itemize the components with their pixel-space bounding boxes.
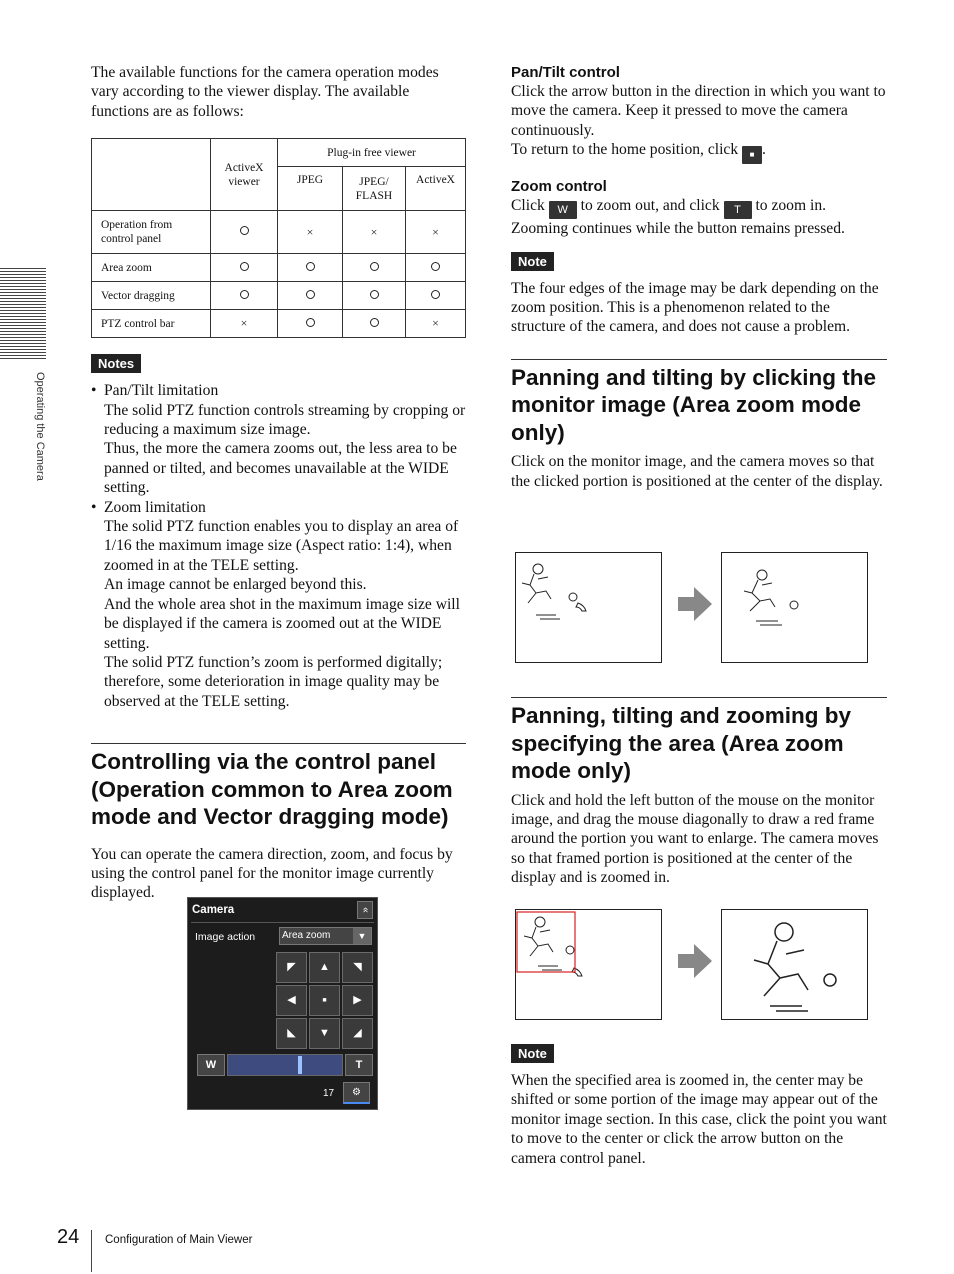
image-action-value: Area zoom — [282, 930, 331, 941]
table-cell — [278, 254, 343, 282]
sidebar-chapter-label: Operating the Camera — [34, 372, 46, 481]
note-title: • Zoom limitation — [104, 498, 206, 516]
header-jpeg-flash: JPEG/ FLASH — [343, 167, 406, 211]
table-cell — [343, 310, 406, 338]
note-line: An image cannot be enlarged beyond this. — [104, 576, 367, 594]
red-selection-frame — [517, 912, 575, 972]
monitor-with-red-frame — [515, 909, 662, 1020]
note-line: And the whole area shot in the maximum image size will be displayed if the camera is zoomed out at the WIDE setting. — [104, 595, 460, 652]
home-text: To return to the home position, click — [511, 141, 739, 159]
table-cell — [343, 211, 406, 254]
list-item — [91, 498, 466, 711]
pad-button-down-left[interactable]: ◣ — [276, 1018, 307, 1049]
zoom-text-mid: to zoom out, and click — [580, 197, 720, 215]
circle-mark-icon — [306, 290, 315, 299]
image-action-label: Image action — [195, 931, 256, 943]
pad-button-down-right[interactable]: ◢ — [342, 1018, 373, 1049]
home-instruction — [511, 140, 887, 164]
footer-title: Configuration of Main Viewer — [105, 1234, 253, 1246]
table-row — [92, 282, 466, 310]
soccer-player-centered-illustration — [722, 553, 867, 662]
table-cell — [343, 254, 406, 282]
pad-button-up-left[interactable]: ◤ — [276, 952, 307, 983]
note2-body: When the specified area is zoomed in, the center may be shifted or some portion of the image may appear out of the monitor image section. In this case, click the point you want to move to the center or click the arrow button on the camera control panel. — [511, 1072, 887, 1167]
table-cell — [278, 310, 343, 338]
cross-mark-icon: × — [432, 316, 439, 331]
table-row — [92, 211, 466, 254]
circle-mark-icon — [431, 262, 440, 271]
note-line: The solid PTZ function controls streaming by cropping or reducing a maximum size image. — [104, 401, 466, 439]
circle-mark-icon — [370, 318, 379, 327]
header-plugin-free: Plug-in free viewer — [278, 139, 466, 167]
table-row — [92, 254, 466, 282]
zoom-t-icon: T — [724, 201, 752, 219]
left-column — [91, 63, 466, 903]
pad-button-left[interactable]: ◀ — [276, 985, 307, 1016]
footer-divider — [91, 1230, 92, 1272]
soccer-player-selection-illustration — [516, 910, 661, 1019]
section-body-specify-area: Click and hold the left button of the mouse on the monitor image, and drag the mouse diagonally to draw a red frame around the portion you want to enlarge. The camera moves so that framed portion is positioned at the center of the display and is zoomed in. — [511, 791, 879, 887]
section-title-control-panel: Controlling via the control panel (Operation common to Area zoom mode and Vector dragging mode) — [91, 743, 466, 831]
table-row-label: Operation from control panel — [92, 211, 211, 254]
monitor-after-click — [721, 552, 868, 663]
list-item — [91, 381, 466, 497]
zoom-w-icon: W — [549, 201, 577, 219]
zoom-out-button[interactable]: W — [197, 1054, 225, 1076]
soccer-player-zoomed-illustration — [722, 910, 867, 1019]
table-cell — [278, 282, 343, 310]
table-cell — [278, 211, 343, 254]
table-cell — [343, 282, 406, 310]
note-line: The solid PTZ function’s zoom is performed digitally; therefore, some deterioration in image quality may be observed at the TELE setting. — [104, 653, 443, 710]
section-title-click-monitor: Panning and tilting by clicking the monitor image (Area zoom mode only) — [511, 359, 887, 447]
table-row-label: Vector dragging — [92, 282, 211, 310]
table-cell — [406, 310, 466, 338]
header-activex: ActiveX — [406, 167, 466, 211]
zoom-text-end: to zoom in. — [755, 197, 827, 215]
note-body: The four edges of the image may be dark depending on the zoom position. This is a phenomenon related to the structure of the camera, and does not cause a problem. — [511, 279, 879, 336]
table-cell — [211, 310, 278, 338]
table-cell — [211, 211, 278, 254]
table-cell — [211, 282, 278, 310]
zoom-in-button[interactable]: T — [345, 1054, 373, 1076]
header-activex-viewer: ActiveX viewer — [211, 139, 278, 211]
cross-mark-icon: × — [240, 316, 248, 331]
table-corner — [92, 139, 211, 211]
zoom-text-click: Click — [511, 197, 545, 215]
table-cell — [406, 282, 466, 310]
circle-mark-icon — [370, 290, 379, 299]
right-column — [511, 63, 887, 491]
circle-mark-icon — [306, 318, 315, 327]
table-cell — [211, 254, 278, 282]
focus-icon: ⚙ — [352, 1087, 361, 1098]
chevron-down-icon: ▼ — [353, 928, 371, 944]
pad-button-right[interactable]: ▶ — [342, 985, 373, 1016]
circle-mark-icon — [370, 262, 379, 271]
camera-panel-title: Camera — [192, 904, 235, 916]
circle-mark-icon — [431, 290, 440, 299]
note-title: • Pan/Tilt limitation — [104, 382, 219, 400]
arrow-right-icon-2 — [678, 944, 712, 978]
soccer-player-illustration — [516, 553, 661, 662]
section-title-specify-area: Panning, tilting and zooming by specifying the area (Area zoom mode only) — [511, 697, 887, 785]
home-button-icon: ■ — [742, 146, 762, 164]
functions-table — [91, 138, 466, 338]
circle-mark-icon — [240, 262, 249, 271]
table-row-label: PTZ control bar — [92, 310, 211, 338]
pad-button-up[interactable]: ▲ — [309, 952, 340, 983]
header-jpeg: JPEG — [278, 167, 343, 211]
panel-divider — [191, 922, 374, 923]
collapse-icon[interactable]: « — [357, 901, 373, 919]
zoom-bar — [197, 1054, 373, 1076]
zoom-control-title: Zoom control — [511, 178, 607, 196]
right-column-lower — [511, 697, 887, 888]
zoom-text-continues: Zooming continues while the button remains pressed. — [511, 220, 845, 238]
pad-button-down[interactable]: ▼ — [309, 1018, 340, 1049]
focus-value-readout: 17 — [323, 1088, 335, 1099]
note-line: The solid PTZ function enables you to display an area of 1/16 the maximum image size (Aspect ratio: 1:4), when zoomed in at the TELE setting. — [104, 518, 459, 574]
cross-mark-icon: × — [370, 224, 378, 239]
note2-label: Note — [511, 1044, 554, 1063]
zoom-slider-handle[interactable] — [298, 1056, 302, 1074]
pad-button-up-right[interactable]: ◥ — [342, 952, 373, 983]
pad-button-home[interactable]: ■ — [309, 985, 340, 1016]
monitor-zoomed-in — [721, 909, 868, 1020]
right-column-note2 — [511, 1044, 887, 1168]
section-body-control-panel: You can operate the camera direction, zoom, and focus by using the control panel for the monitor image currently displayed. — [91, 845, 453, 902]
pan-tilt-pad — [276, 952, 373, 1048]
focus-button[interactable] — [343, 1082, 370, 1104]
note-label: Note — [511, 252, 554, 271]
cross-mark-icon: × — [432, 224, 439, 239]
camera-control-panel — [187, 897, 378, 1110]
image-action-select[interactable] — [279, 927, 372, 945]
sidebar-stripe — [0, 268, 46, 360]
table-row-label: Area zoom — [92, 254, 211, 282]
table-cell — [406, 211, 466, 254]
pan-tilt-title: Pan/Tilt control — [511, 64, 620, 81]
zoom-control-body — [511, 196, 887, 238]
cross-mark-icon: × — [306, 224, 314, 239]
intro-paragraph: The available functions for the camera operation modes vary according to the viewer display. The available functions are as follows: — [91, 64, 439, 120]
note-line: Thus, the more the camera zooms out, the less area to be panned or tilted, and becomes unavailable at the WIDE setting. — [104, 440, 457, 497]
home-text-end: . — [762, 141, 766, 159]
circle-mark-icon — [306, 262, 315, 271]
notes-list — [91, 381, 466, 711]
page-number: 24 — [57, 1226, 80, 1248]
circle-mark-icon — [240, 290, 249, 299]
monitor-before-click — [515, 552, 662, 663]
arrow-right-icon — [678, 587, 712, 621]
section-body-click-monitor: Click on the monitor image, and the camera moves so that the clicked portion is positioned at the center of the display. — [511, 453, 883, 490]
zoom-slider[interactable] — [227, 1054, 343, 1076]
notes-label: Notes — [91, 354, 141, 373]
circle-mark-icon — [240, 226, 249, 235]
table-row — [92, 310, 466, 338]
pan-tilt-body: Click the arrow button in the direction in which you want to move the camera. Keep it pressed to move the camera continuously. — [511, 83, 886, 139]
table-cell — [406, 254, 466, 282]
